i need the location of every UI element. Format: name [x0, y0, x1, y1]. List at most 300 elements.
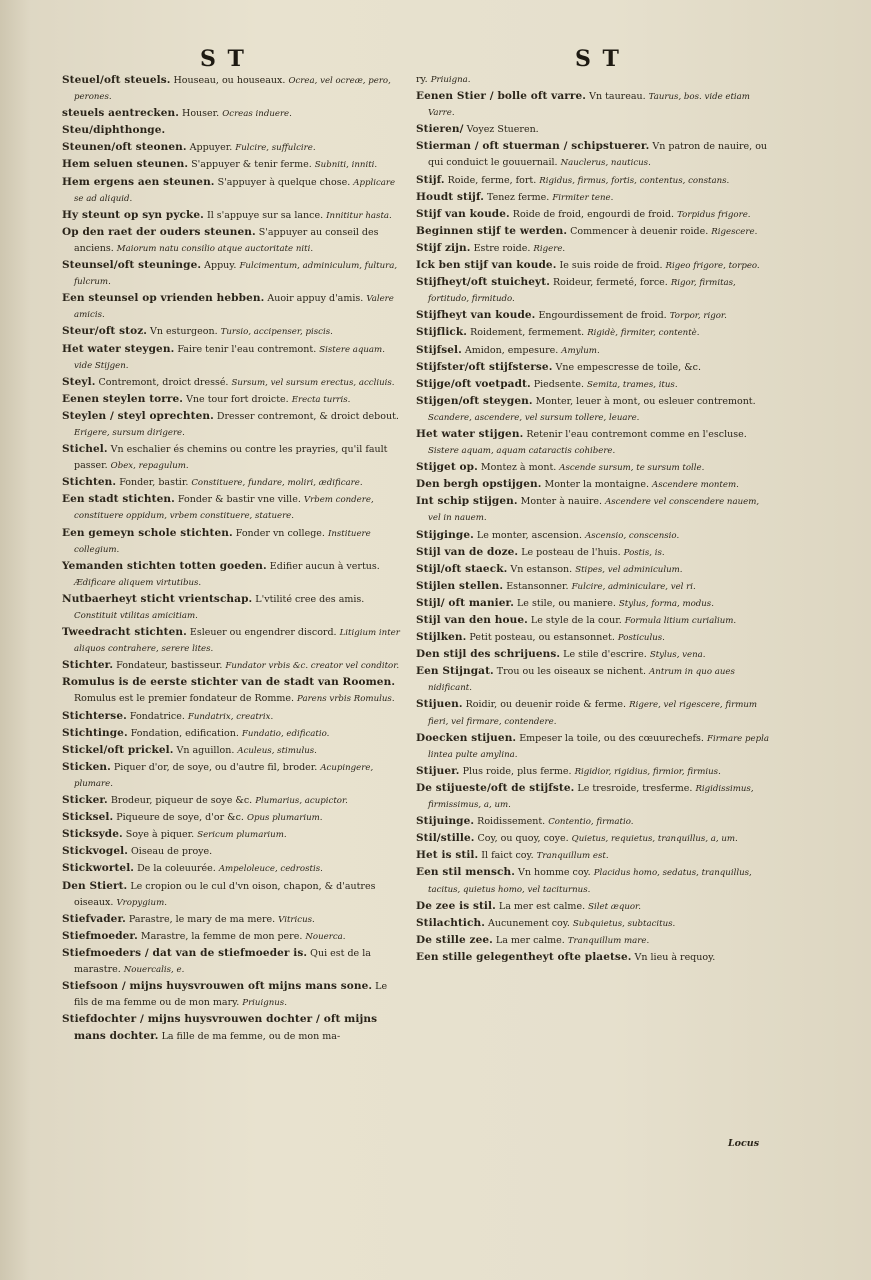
entry-latin-gloss: Semita, trames, itus. — [586, 379, 678, 390]
entry-headword: Sticker. — [62, 794, 108, 807]
entry-french-gloss: Piquer d'or, de soye, ou d'autre fil, broder. — [110, 761, 321, 773]
entry-latin-gloss: Ocrea, vel ocreæ, pero, perones. — [74, 76, 391, 103]
entry-french-gloss: Vn taureau. — [586, 91, 649, 103]
dictionary-entry — [416, 240, 772, 257]
entry-headword: Steur/oft stoz. — [62, 325, 148, 338]
dictionary-entry — [416, 72, 772, 88]
dictionary-entry — [62, 945, 402, 978]
entry-latin-gloss: Fulcire, suffulcire. — [235, 143, 316, 154]
dictionary-entry — [62, 657, 402, 674]
dictionary-entry — [62, 826, 402, 843]
entry-latin-gloss: Constituit vtilitas amicitiam. — [74, 611, 198, 621]
entry-headword: Stickwortel. — [62, 862, 135, 875]
entry-headword: Eenen Stier / bolle oft varre. — [416, 90, 587, 103]
entry-headword: Stijfster/oft stijfsterse. — [416, 360, 553, 373]
entry-latin-gloss: Torpor, rigor. — [669, 311, 727, 322]
entry-latin-gloss: Ascensio, conscensio. — [585, 530, 680, 541]
entry-french-gloss: Le stile, ou maniere. — [513, 597, 619, 609]
entry-latin-gloss: Sistere aquam. vide Stijgen. — [74, 344, 385, 371]
entry-latin-gloss: Firmiter tene. — [552, 192, 614, 203]
entry-french-gloss: Trou ou les oiseaux se nichent. — [493, 666, 650, 678]
entry-headword: De stijueste/oft de stijfste. — [416, 781, 575, 794]
entry-french-gloss: Roidir, ou deuenir roide & ferme. — [462, 699, 630, 711]
dictionary-entry — [62, 224, 402, 257]
entry-headword: steuels aentrecken. — [62, 107, 180, 120]
entry-french-gloss: Houseau, ou houseaux. — [170, 75, 289, 86]
entry-french-gloss: Esleuer ou engendrer discord. — [186, 627, 340, 639]
dictionary-entry — [416, 949, 772, 966]
entry-latin-gloss: Formula litium curialium. — [624, 616, 737, 626]
dictionary-entry — [62, 878, 402, 911]
dictionary-entry — [62, 441, 402, 474]
dictionary-entry — [416, 121, 772, 138]
entry-headword: Nutbaerheyt sticht vrientschap. — [62, 592, 253, 605]
dictionary-entry — [62, 911, 402, 928]
entry-french-gloss: Le tresroide, tresferme. — [574, 782, 696, 794]
entry-headword: Yemanden stichten totten goeden. — [62, 559, 267, 572]
entry-french-gloss: Appuy. — [201, 260, 240, 272]
entry-french-gloss: S'appuyer & tenir ferme. — [188, 159, 315, 171]
dictionary-entry — [416, 342, 772, 359]
entry-french-gloss: Coy, ou quoy, coye. — [474, 833, 572, 845]
entry-latin-gloss: Acupingere, plumare. — [74, 762, 374, 789]
entry-french-gloss: Il faict coy. — [478, 850, 537, 862]
entry-latin-gloss: Valere amicis. — [74, 294, 394, 321]
entry-french-gloss: ry. — [416, 74, 431, 85]
entry-latin-gloss: Rigere, vel rigescere, firmum fieri, vel firmare, contendere. — [428, 700, 758, 727]
entry-headword: Stijfheyt/oft stuicheyt. — [416, 276, 550, 289]
dictionary-entry — [62, 491, 402, 524]
dictionary-entry — [62, 792, 402, 809]
entry-headword: Het water steygen. — [62, 342, 175, 355]
dictionary-entry — [416, 864, 772, 897]
entry-french-gloss: Monter, leuer à mont, ou esleuer contremont. — [532, 395, 756, 407]
dictionary-entry — [62, 391, 402, 408]
entry-latin-gloss: Firmare pepla lintea pulte amylina. — [428, 733, 769, 760]
dictionary-entry — [416, 172, 772, 189]
entry-latin-gloss: Vropygium. — [116, 897, 167, 908]
entry-latin-gloss: Instituere collegium. — [74, 528, 371, 555]
dictionary-entry — [416, 561, 772, 578]
entry-french-gloss: Piqueure de soye, d'or &c. — [113, 812, 247, 824]
entry-headword: Steunsel/oft steuninge. — [62, 259, 202, 272]
dictionary-entry — [62, 809, 402, 826]
entry-headword: Het water stijgen. — [416, 427, 524, 440]
entry-latin-gloss: Contentio, firmatio. — [548, 817, 634, 828]
entry-latin-gloss: Innititur hasta. — [326, 210, 392, 221]
entry-french-gloss: Le posteau de l'huis. — [518, 546, 624, 558]
entry-latin-gloss: Stylus, vena. — [649, 650, 706, 661]
entry-headword: Stickvogel. — [62, 845, 128, 858]
entry-headword: Stichel. — [62, 443, 108, 456]
entry-headword: Stieren/ — [416, 123, 464, 136]
dictionary-entry — [62, 408, 402, 441]
right-column — [416, 72, 772, 966]
dictionary-entry — [62, 174, 402, 207]
entry-headword: Sticksyde. — [62, 828, 123, 841]
entry-french-gloss: De la coleuurée. — [134, 863, 219, 875]
entry-latin-gloss: Subquietus, subtacitus. — [572, 918, 676, 929]
dictionary-entry — [416, 324, 772, 341]
entry-french-gloss: Appuyer. — [186, 142, 236, 154]
entry-french-gloss: Aucunement coy. — [484, 917, 573, 929]
entry-latin-gloss: Constituere, fundare, moliri, ædificare. — [191, 478, 363, 489]
entry-french-gloss: Fondateur, bastisseur. — [113, 660, 226, 672]
dictionary-entry — [416, 307, 772, 324]
entry-latin-gloss: Scandere, ascendere, vel sursum tollere, leuare. — [428, 412, 640, 423]
dictionary-entry — [416, 138, 772, 171]
entry-latin-gloss: Tranquillum est. — [536, 851, 609, 862]
entry-latin-gloss: Maiorum natu consilio atque auctoritate niti. — [116, 243, 314, 254]
entry-latin-gloss: Erecta turris. — [291, 394, 351, 405]
dictionary-entry — [416, 780, 772, 813]
entry-latin-gloss: Quietus, requietus, tranquillus, a, um. — [571, 834, 738, 845]
catchword: Locus — [728, 1138, 760, 1149]
entry-headword: Stijflick. — [416, 326, 468, 339]
entry-headword: Steunen/oft steonen. — [62, 141, 187, 154]
entry-latin-gloss: Ascende sursum, te sursum tolle. — [559, 463, 705, 474]
dictionary-entry — [416, 578, 772, 595]
dictionary-entry — [416, 847, 772, 864]
dictionary-entry — [62, 323, 402, 340]
entry-latin-gloss: Litigium inter aliquos contrahere, serere lites. — [74, 628, 400, 655]
entry-headword: Stijfheyt van koude. — [416, 309, 536, 322]
entry-headword: Stichter. — [62, 659, 114, 672]
dictionary-entry — [416, 459, 772, 476]
entry-french-gloss: Fonder, bastir. — [116, 477, 192, 489]
dictionary-entry — [62, 122, 402, 139]
dictionary-entry — [416, 223, 772, 240]
entry-headword: Stiefmoeder. — [62, 929, 138, 942]
entry-latin-gloss: Ascendere vel conscendere nauem, vel in nauem. — [428, 497, 760, 524]
dictionary-entry — [62, 978, 402, 1011]
entry-headword: Stijlken. — [416, 631, 467, 644]
entry-headword: Stiefdochter / mijns huysvrouwen dochter / oft mijns mans dochter. — [62, 1013, 378, 1043]
dictionary-entry — [416, 646, 772, 663]
entry-latin-gloss: Rigor, firmitas, fortitudo, firmitudo. — [428, 278, 736, 305]
entry-headword: Het is stil. — [416, 849, 479, 862]
entry-headword: Stijf zijn. — [416, 241, 471, 254]
entry-headword: Hem seluen steunen. — [62, 158, 189, 171]
entry-latin-gloss: Rigidissimus, firmissimus, a, um. — [428, 783, 754, 811]
dictionary-entry — [416, 88, 772, 121]
entry-french-gloss: Vn esturgeon. — [147, 326, 221, 338]
entry-latin-gloss: Sericum plumarium. — [197, 830, 287, 841]
entry-latin-gloss: Rigescere. — [711, 226, 758, 237]
entry-french-gloss: Vne tour fort droicte. — [183, 393, 292, 405]
entry-headword: Een stadt stichten. — [62, 493, 175, 506]
entry-french-gloss: Engourdissement de froid. — [535, 310, 670, 322]
entry-latin-gloss: Erigere, sursum dirigere. — [74, 427, 185, 438]
entry-headword: Hem ergens aen steunen. — [62, 175, 215, 188]
entry-headword: Een gemeyn schole stichten. — [62, 526, 233, 539]
entry-latin-gloss: Nouerca. — [305, 931, 346, 942]
dictionary-entry — [62, 72, 402, 105]
entry-french-gloss: Voyez Stueren. — [463, 124, 539, 136]
entry-french-gloss: Houser. — [179, 108, 223, 120]
entry-headword: Stil/stille. — [416, 832, 475, 845]
entry-headword: Een Stijngat. — [416, 665, 494, 678]
entry-latin-gloss: Antrum in quo aues nidificant. — [428, 667, 735, 694]
entry-headword: Sticksel. — [62, 811, 114, 824]
dictionary-entry — [62, 139, 402, 156]
entry-headword: Stijl van de doze. — [416, 545, 519, 558]
entry-french-gloss: Petit posteau, ou estansonnet. — [466, 632, 618, 644]
dictionary-entry — [62, 742, 402, 759]
dictionary-entry — [416, 376, 772, 393]
entry-latin-gloss: Vrbem condere, constituere oppidum, vrbem constituere, statuere. — [74, 495, 374, 522]
entry-latin-gloss: Amylum. — [561, 345, 600, 356]
dictionary-entry — [416, 426, 772, 459]
entry-latin-gloss: Rigeo frigore, torpeo. — [665, 261, 760, 272]
dictionary-entry — [416, 730, 772, 763]
entry-headword: Den Stiert. — [62, 879, 128, 892]
entry-headword: Tweedracht stichten. — [62, 626, 187, 639]
entry-latin-gloss: Stylus, forma, modus. — [618, 598, 714, 609]
entry-latin-gloss: Nouercalis, e. — [123, 964, 185, 975]
dictionary-entry — [416, 696, 772, 729]
entry-french-gloss: Vn eschalier és chemins ou contre les prayries, qu'il fault passer. — [74, 444, 388, 472]
entry-headword: Stickel/oft prickel. — [62, 743, 174, 756]
dictionary-entry — [62, 156, 402, 173]
entry-french-gloss: Estre roide. — [470, 242, 534, 254]
entry-french-gloss: Fondatrice. — [126, 710, 188, 722]
dictionary-entry — [416, 915, 772, 932]
entry-french-gloss: S'appuyer au conseil des anciens. — [74, 226, 379, 254]
entry-headword: Ick ben stijf van koude. — [416, 259, 557, 272]
entry-french-gloss: L'vtilité cree des amis. — [252, 593, 365, 605]
dictionary-entry — [416, 830, 772, 847]
entry-headword: Stichtinge. — [62, 726, 128, 739]
dictionary-entry — [416, 544, 772, 561]
entry-headword: Steylen / steyl oprechten. — [62, 409, 214, 422]
entry-latin-gloss: Rigidior, rigidius, firmior, firmius. — [574, 766, 721, 777]
entry-headword: Stijl/oft staeck. — [416, 562, 508, 575]
entry-latin-gloss: Obex, repagulum. — [110, 461, 189, 472]
entry-latin-gloss: Priuignus. — [242, 998, 287, 1009]
entry-headword: Stijf. — [416, 173, 445, 186]
entry-headword: Stilachtich. — [416, 916, 485, 929]
entry-french-gloss: Empeser la toile, ou des cœuurechefs. — [516, 732, 707, 744]
entry-french-gloss: Vn homme coy. — [515, 867, 594, 879]
entry-latin-gloss: Silet æquor. — [588, 901, 641, 912]
dictionary-entry — [62, 624, 402, 657]
dictionary-entry — [416, 257, 772, 274]
entry-latin-gloss: Postis, is. — [623, 547, 665, 558]
entry-headword: Doecken stijuen. — [416, 731, 517, 744]
entry-latin-gloss: Fulcimentum, adminiculum, fultura, fulcrum. — [74, 261, 398, 288]
dictionary-entry — [416, 493, 772, 526]
entry-headword: Steu/diphthonge. — [62, 124, 166, 137]
entry-headword: Stijuinge. — [416, 815, 475, 828]
entry-latin-gloss: Nauclerus, nauticus. — [560, 158, 651, 169]
dictionary-entry — [62, 708, 402, 725]
running-header-left: S T — [200, 46, 246, 72]
entry-headword: Stijl van den houe. — [416, 614, 528, 626]
entry-french-gloss: Vn patron de nauire, ou qui conduict le gouuernail. — [428, 141, 768, 169]
dictionary-entry — [62, 374, 402, 391]
entry-french-gloss: Roidement, fermement. — [467, 327, 588, 339]
entry-french-gloss: Dresser contremont, & droict debout. — [213, 410, 399, 422]
entry-headword: Op den raet der ouders steunen. — [62, 225, 256, 238]
dictionary-entry — [62, 860, 402, 877]
entry-french-gloss: Fonder & bastir vne ville. — [174, 494, 304, 506]
entry-french-gloss: Romulus est le premier fondateur de Romme. — [74, 693, 298, 705]
entry-french-gloss: Contremont, droict dressé. — [95, 376, 232, 388]
entry-french-gloss: Oiseau de proye. — [127, 846, 213, 858]
entry-headword: Int schip stijgen. — [416, 495, 518, 508]
entry-french-gloss: Roidissement. — [474, 816, 549, 828]
dictionary-entry — [62, 843, 402, 860]
entry-headword: Een steunsel op vrienden hebben. — [62, 292, 265, 305]
entry-latin-gloss: Subniti, inniti. — [314, 160, 378, 171]
entry-french-gloss: Le style de la cour. — [527, 615, 625, 626]
dictionary-entry — [62, 105, 402, 122]
entry-headword: Stijge/oft voetpadt. — [416, 377, 531, 390]
dictionary-entry — [416, 629, 772, 646]
entry-french-gloss: S'appuyer à quelque chose. — [214, 176, 354, 188]
entry-latin-gloss: Sistere aquam, aquam cataractis cohibere. — [428, 446, 616, 457]
entry-latin-gloss: Vitricus. — [278, 914, 315, 925]
entry-latin-gloss: Ampeloleuce, cedrostis. — [218, 864, 323, 875]
entry-latin-gloss: Fundatrix, creatrix. — [187, 711, 274, 722]
left-column — [62, 72, 402, 1045]
entry-latin-gloss: Opus plumarium. — [246, 813, 323, 824]
entry-latin-gloss: Sursum, vel sursum erectus, accliuis. — [231, 377, 395, 388]
dictionary-entry — [416, 898, 772, 915]
entry-latin-gloss: Torpidus frigore. — [677, 209, 751, 220]
entry-headword: Stijlen stellen. — [416, 579, 504, 592]
dictionary-entry — [62, 1011, 402, 1045]
entry-french-gloss: Il s'appuye sur sa lance. — [203, 209, 327, 221]
dictionary-entry — [62, 558, 402, 591]
dictionary-entry — [62, 759, 402, 792]
running-header-right: S T — [575, 46, 621, 72]
entry-latin-gloss: Aculeus, stimulus. — [237, 745, 317, 756]
entry-french-gloss: Soye à piquer. — [122, 829, 198, 841]
entry-latin-gloss: Ædificare aliquem virtutibus. — [74, 577, 202, 588]
entry-french-gloss: Plus roide, plus ferme. — [459, 765, 575, 777]
entry-headword: Stijfsel. — [416, 343, 462, 356]
entry-latin-gloss: Fundatio, edificatio. — [241, 728, 330, 739]
entry-headword: Stijginge. — [416, 528, 474, 541]
entry-french-gloss: Brodeur, piqueur de soye &c. — [107, 795, 256, 807]
dictionary-entry — [416, 359, 772, 376]
entry-headword: Stichterse. — [62, 709, 127, 722]
entry-headword: Stichten. — [62, 476, 117, 489]
entry-latin-gloss: Ocreas induere. — [222, 109, 292, 120]
entry-headword: Den stijl des schrijuens. — [416, 648, 561, 661]
entry-french-gloss: Vn lieu à requoy. — [631, 951, 716, 963]
entry-french-gloss: La mer calme. — [492, 934, 568, 946]
entry-french-gloss: Le cropion ou le cul d'vn oison, chapon, & d'autres oiseaux. — [74, 880, 376, 908]
entry-headword: Stijgen/oft steygen. — [416, 394, 533, 407]
entry-headword: Stijuer. — [416, 764, 460, 777]
entry-french-gloss: Faire tenir l'eau contremont. — [174, 343, 320, 355]
dictionary-entry — [416, 527, 772, 544]
entry-latin-gloss: Stipes, vel adminiculum. — [575, 564, 683, 575]
entry-french-gloss: Amidon, empesure. — [461, 344, 562, 356]
entry-latin-gloss: Tursio, accipenser, piscis. — [220, 327, 333, 338]
dictionary-entry — [62, 928, 402, 945]
entry-latin-gloss: Rigidus, firmus, fortis, contentus, constans. — [539, 175, 730, 186]
entry-latin-gloss: Rigidè, firmiter, contentè. — [587, 328, 700, 339]
dictionary-entry — [416, 206, 772, 223]
entry-headword: Hy steunt op syn pycke. — [62, 208, 204, 221]
entry-latin-gloss: Placidus homo, sedatus, tranquillus, tacitus, quietus homo, vel taciturnus. — [428, 868, 752, 895]
entry-latin-gloss: Parens vrbis Romulus. — [297, 694, 395, 705]
entry-french-gloss: Piedsente. — [530, 378, 587, 390]
entry-headword: Stierman / oft stuerman / schipstuerer. — [416, 140, 650, 153]
entry-french-gloss: Auoir appuy d'amis. — [264, 293, 367, 305]
dictionary-entry — [416, 763, 772, 780]
entry-french-gloss: Edifier aucun à vertus. — [266, 560, 380, 572]
entry-headword: Stijget op. — [416, 461, 478, 474]
entry-headword: Eenen steylen torre. — [62, 392, 184, 405]
entry-french-gloss: Monter la montaigne. — [541, 479, 653, 491]
dictionary-entry — [62, 290, 402, 323]
entry-french-gloss: Tenez ferme. — [483, 191, 553, 203]
entry-headword: Steyl. — [62, 375, 96, 388]
entry-latin-gloss: Posticulus. — [617, 633, 665, 644]
entry-latin-gloss: Taurus, bos. vide etiam Varre. — [428, 92, 750, 119]
entry-french-gloss: Estansonner. — [503, 580, 572, 592]
entry-french-gloss: Ie suis roide de froid. — [556, 260, 666, 272]
entry-latin-gloss: Ascendere montem. — [652, 480, 739, 491]
entry-french-gloss: Parastre, le mary de ma mere. — [125, 913, 279, 925]
entry-french-gloss: Le fils de ma femme ou de mon mary. — [74, 981, 388, 1009]
entry-latin-gloss: Plumarius, acupictor. — [255, 796, 348, 807]
entry-french-gloss: Monter à nauire. — [517, 496, 606, 508]
entry-latin-gloss: Rigere. — [533, 243, 566, 254]
entry-latin-gloss: Fundator vrbis &c. creator vel conditor. — [225, 661, 400, 672]
dictionary-entry — [62, 525, 402, 558]
dictionary-entry — [62, 674, 402, 707]
entry-headword: Beginnen stijf te werden. — [416, 224, 568, 237]
entry-french-gloss: Retenir l'eau contremont comme en l'escluse. — [523, 428, 747, 440]
entry-headword: Stijl/ oft manier. — [416, 596, 514, 609]
entry-french-gloss: La fille de ma femme, ou de mon ma- — [158, 1031, 341, 1043]
dictionary-entry — [416, 663, 772, 696]
entry-headword: Den bergh opstijgen. — [416, 478, 542, 491]
entry-french-gloss: Vne empescresse de toile, &c. — [552, 361, 701, 373]
entry-headword: Stiefsoon / mijns huysvrouwen oft mijns mans sone. — [62, 980, 373, 993]
entry-french-gloss: Fondation, edification. — [127, 727, 242, 739]
dictionary-entry — [62, 725, 402, 742]
entry-french-gloss: Roideur, fermeté, force. — [549, 277, 671, 289]
dictionary-entry — [62, 591, 402, 624]
entry-french-gloss: Marastre, la femme de mon pere. — [137, 930, 306, 942]
entry-latin-gloss: Tranquillum mare. — [567, 935, 650, 946]
entry-french-gloss: Montez à mont. — [477, 462, 560, 474]
dictionary-entry — [416, 612, 772, 629]
entry-headword: Stijf van koude. — [416, 207, 510, 220]
entry-french-gloss: Commencer à deuenir roide. — [567, 225, 712, 237]
dictionary-entry — [416, 813, 772, 830]
dictionary-entry — [62, 257, 402, 290]
entry-latin-gloss: Priuigna. — [430, 75, 471, 85]
entry-french-gloss: Roide de froid, engourdi de froid. — [509, 208, 678, 220]
entry-french-gloss: Vn estanson. — [507, 563, 576, 575]
entry-headword: Stiefvader. — [62, 912, 126, 925]
entry-french-gloss: Le monter, ascension. — [473, 529, 586, 541]
entry-french-gloss: La mer est calme. — [495, 900, 589, 912]
entry-headword: Een stil mensch. — [416, 866, 515, 879]
dictionary-entry — [416, 476, 772, 493]
dictionary-entry — [62, 207, 402, 224]
entry-headword: De zee is stil. — [416, 899, 496, 912]
dictionary-entry — [416, 932, 772, 949]
